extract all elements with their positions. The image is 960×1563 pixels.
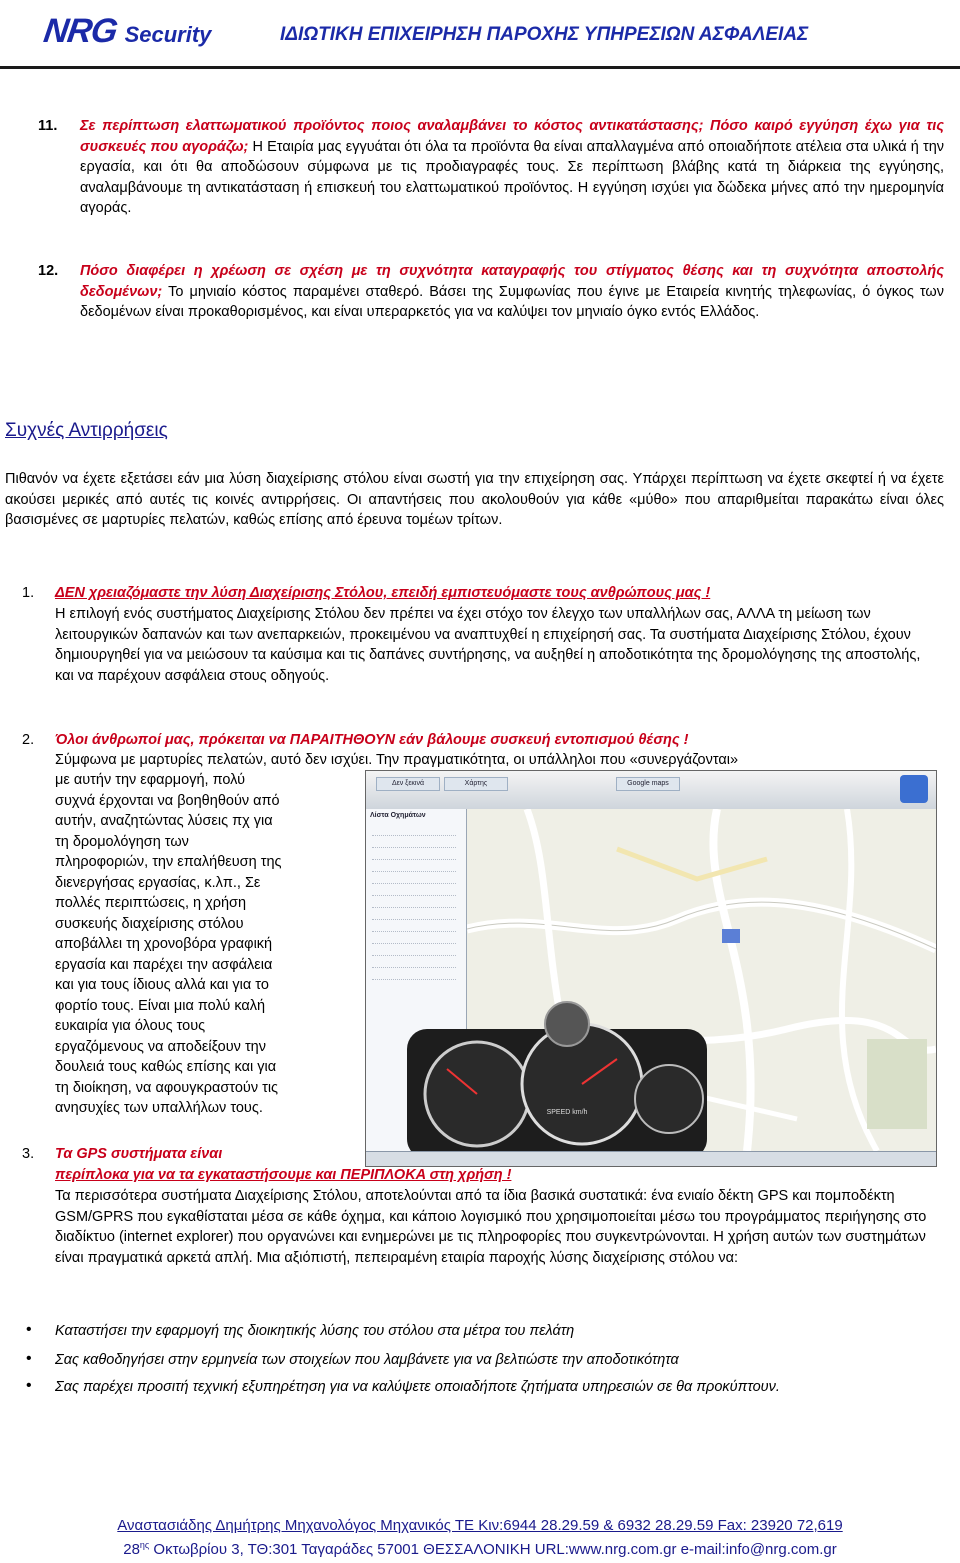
obj2-line: φορτίο τους. Είναι μια πολύ καλή	[55, 997, 266, 1014]
app-list-row	[372, 923, 456, 932]
q12-paragraph	[80, 261, 944, 323]
header-title: ΙΔΙΩΤΙΚΗ ΕΠΙΧΕΙΡΗΣΗ ΠΑΡΟΧΗΣ ΥΠΗΡΕΣΙΩΝ ΑΣΦΑΛΕΙΑΣ	[280, 24, 809, 45]
obj2-line: πολλές περιπτώσεις, η χρήση	[55, 895, 247, 911]
footer-line-2	[0, 1540, 960, 1558]
app-list-row	[372, 875, 456, 884]
bullet-item-2: Σας καθοδηγήσει στην ερμηνεία των στοιχείων που λαμβάνετε για να βελτιώστε την αποδοτικότητα	[55, 1352, 679, 1368]
app-btn: Δεν ξεκινά	[376, 777, 440, 791]
fleet-app-screenshot	[365, 770, 937, 1167]
obj3-body: Τα περισσότερα συστήματα Διαχείρισης Στόλου, αποτελούνται από τα ίδια βασικά συστατικά: ένα ενιαίο δέκτη GPS και πομποδέκτη GSM/GPRS που εγκαθίσταται μέσα σε κάθε όχημα, και κάποιο λογισμικό που χρησιμοποιείται μέσω του προγράμματος περιήγησης στο διαδίκτυο (internet explorer) που οργανώνει και ενημερώνει με τις πληροφορίες που συγκεντρώνονται. Η χρήση αυτών των συστημάτων είναι πραγματικά αρκετά απλή. Μια αξιόπιστή, πεπειραμένη εταιρία παροχής λύσης διαχείρισης στόλου να:	[55, 1188, 927, 1266]
app-btn: Χάρτης	[444, 777, 508, 791]
obj3-number: 3.	[22, 1146, 35, 1162]
app-list-row	[372, 863, 456, 872]
company-logo	[41, 12, 212, 51]
app-list-row	[372, 839, 456, 848]
obj2-line: αυτήν, αναζητώντας λύσεις πχ για	[55, 813, 273, 829]
obj2-number: 2.	[22, 732, 35, 748]
obj1-number: 1.	[22, 585, 35, 601]
q11-answer: Η Εταιρία μας εγγυάται ότι όλα τα προϊόντα θα είναι απαλλαγμένα από οποιαδήποτε ατέλεια στα υλικά ή την εργασία, και ότι θα αποδώσουν σύμφωνα με τις προδιαγραφές τους. Σε περίπτωση βλάβης κατά τη διάρκεια της εγγύησης, αναλαμβάνουμε τη αντικατάσταση ή επισκευή του ελαττωματικού προϊόντος. Η εγγύηση ισχύει για δώδεκα μήνες από την ημερομηνία αγοράς.	[80, 138, 945, 216]
app-list-row	[372, 971, 456, 980]
app-list-row	[372, 851, 456, 860]
q11-question: Σε περίπτωση ελαττωματικού προϊόντος ποιος αναλαμβάνει το κόστος αντικατάστασης; Πόσο καιρό εγγύηση έχω για τις συσκευές που αγοράζω;	[80, 118, 944, 155]
obj2-line: συχνά έρχονται να βοηθηθούν από	[55, 792, 280, 809]
app-list-row	[372, 827, 456, 836]
app-list-row	[372, 911, 456, 920]
q11-paragraph	[80, 116, 944, 219]
obj2-body-first-line: Σύμφωνα με μαρτυρίες πελατών, αυτό δεν ισχύει. Την πραγματικότητα, οι υπάλληλοι που «συνεργάζονται»	[55, 752, 739, 768]
page-header	[0, 0, 960, 68]
footer-day-suffix: ης	[139, 1540, 150, 1550]
bullet-dot: •	[26, 1377, 32, 1394]
app-list-row	[372, 899, 456, 908]
obj2-body-column	[55, 770, 360, 1119]
app-side-title: Λίστα Οχημάτων	[370, 812, 426, 819]
logo-security-text: Security	[124, 22, 212, 47]
section-intro: Πιθανόν να έχετε εξετάσει εάν μια λύση διαχείρισης στόλου είναι σωστή για την επιχείρηση σας. Υπάρχει περίπτωση να έχετε σκεφτεί ή να έχετε ακούσει μερικές από αυτές τις κοινές αντιρρήσεις. Οι απαντήσεις που ακολουθούν για κάθε «μύθο» που απαριθμείται παρακάτω είναι όλες βασισμένες σε μαρτυρίες πελατών, καθώς επίσης από έρευνα τομέων τρίτων.	[5, 471, 944, 528]
app-logo-icon	[900, 775, 928, 803]
q11-number: 11.	[38, 118, 58, 134]
section-title: Συχνές Αντιρρήσεις	[5, 420, 168, 441]
speed-label: SPEED km/h	[546, 1109, 588, 1116]
obj2-line: πληροφοριών, την επαλήθευση της	[55, 854, 282, 870]
app-toolbar	[366, 771, 936, 810]
obj3-heading-2: περίπλοκα για να τα εγκαταστήσουμε και ΠΕΡΙΠΛΟΚΑ στη χρήση !	[55, 1167, 512, 1183]
obj2-line: τη δρομολόγηση των	[55, 833, 189, 850]
app-map	[467, 809, 936, 1151]
bullet-dot: •	[26, 1321, 32, 1338]
q12-number: 12.	[38, 263, 59, 279]
bullet-dot: •	[26, 1350, 32, 1367]
obj2-line: εργασία και παρέχει την ασφάλεια	[55, 956, 273, 973]
app-list-row	[372, 959, 456, 968]
footer-line-1: Αναστασιάδης Δημήτρης Μηχανολόγος Μηχανικός ΤΕ Κιν:6944 28.29.59 & 6932 28.29.59 Fax: 23920 72,619	[117, 1517, 843, 1534]
obj2-line: με αυτήν την εφαρμογή, πολύ	[55, 772, 246, 788]
bullet-item-1: Καταστήσει την εφαρμογή της διοικητικής λύσης του στόλου στα μέτρα του πελάτη	[55, 1323, 575, 1339]
obj2-heading: Όλοι άνθρωποί μας, πρόκειται να ΠΑΡΑΙΤΗΘΟΥΝ εάν βάλουμε συσκευή εντοπισμού θέσης !	[55, 732, 689, 748]
app-list-row	[372, 935, 456, 944]
obj1-body: Η επιλογή ενός συστήματος Διαχείρισης Στόλου δεν πρέπει να έχει στόχο τον έλεγχο των υπαλλήλων σας, ΑΛΛΑ τη μείωση των λειτουργικών δαπανών και των ανεπαρκειών, προκειμένου να αναπτυχθεί η επιχείρησή σας. Τα συστήματα Διαχείρισης Στόλου, έχουν δημιουργηθεί για να μειώσουν τα καύσιμα και τις δαπάνες συντήρησης, να αυξηθεί η αποδοτικότητα της δρομολόγησης της αποστολής, και να παρέχουν ασφάλεια στους οδηγούς.	[55, 606, 921, 684]
obj2-line: δουλειά τους καθώς επίσης και για	[55, 1059, 277, 1075]
obj1-heading: ΔΕΝ χρειαζόμαστε την λύση Διαχείρισης Στόλου, επειδή εμπιστευόμαστε τους ανθρώπους μας !	[55, 585, 711, 601]
obj3-heading-1: Τα GPS συστήματα είναι	[55, 1146, 223, 1162]
dashboard-gauges-graphic	[407, 999, 707, 1159]
obj2-line: ανησυχίες των υπαλλήλων τους.	[55, 1100, 263, 1116]
obj2-line: διενεργήσας εργασίας, κ.λπ., Σε	[55, 874, 261, 891]
q12-question: Πόσο διαφέρει η χρέωση σε σχέση με τη συχνότητα καταγραφής του στίγματος θέσης και τη συχνότητα αποστολής δεδομένων;	[80, 263, 944, 300]
obj2-line: εργαζόμενους να αποδείξουν την	[55, 1038, 266, 1055]
footer-day: 28	[123, 1541, 140, 1558]
footer-address: Οκτωβρίου 3, ΤΘ:301 Ταγαράδες 57001 ΘΕΣΣΑΛΟΝΙΚΗ URL:www.nrg.com.gr e-mail:info@nrg.com.gr	[149, 1541, 837, 1558]
bullet-item-3: Σας παρέχει προσιτή τεχνική εξυπηρέτηση για να καλύψετε οποιαδήποτε ζητήματα υπηρεσιών σε θα προκύπτουν.	[55, 1379, 780, 1395]
obj2-line: τη διοίκηση, να αφουγκραστούν τις	[55, 1079, 279, 1096]
app-list-row	[372, 947, 456, 956]
logo-nrg-text: NRG	[41, 12, 120, 50]
header-divider	[0, 66, 960, 69]
obj2-line: ευκαιρία για όλους τους	[55, 1018, 206, 1034]
app-btn: Google maps	[616, 777, 680, 791]
obj2-line: και για τους ίδιους αλλά και για το	[55, 977, 269, 993]
obj2-line: συσκευής διαχείρισης στόλου	[55, 915, 244, 932]
app-list-row	[372, 887, 456, 896]
obj2-line: αποβάλλει τη χρονοβόρα γραφική	[55, 936, 273, 952]
q12-answer: Το μηνιαίο κόστος παραμένει σταθερό. Βάσει της Συμφωνίας που έγινε με Εταιρεία κινητής τηλεφωνίας, ό όγκος των δεδομένων είναι προκαθορισμένος, και είναι υπεραρκετός για να καλύψει τον μηνιαίο όγκο εντός Ελλάδος.	[80, 283, 944, 320]
